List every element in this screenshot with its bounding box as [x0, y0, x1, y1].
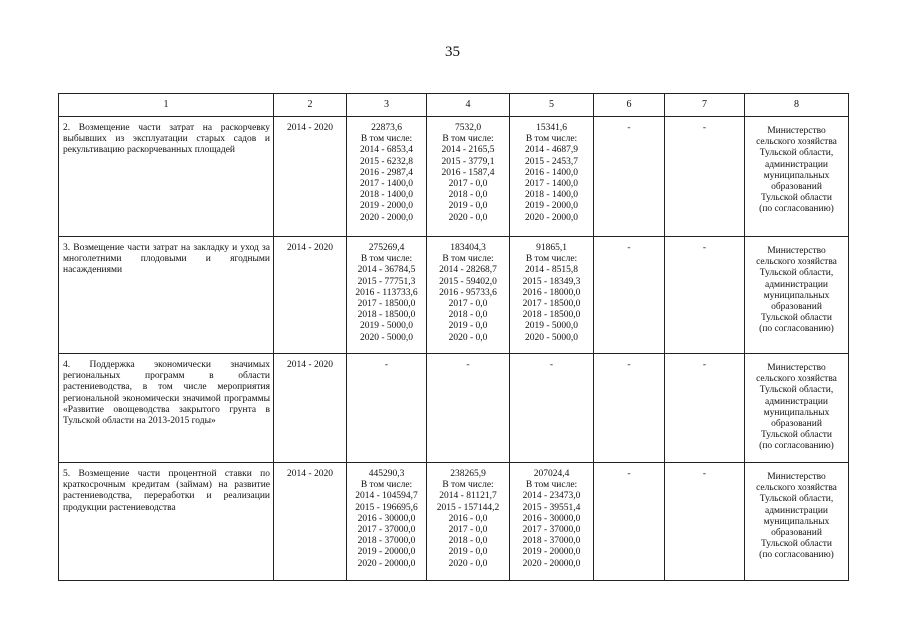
funding-line: 2020 - 5000,0 — [359, 332, 414, 343]
funding-line: 2018 - 1400,0 — [359, 190, 414, 201]
executor-line: сельского хозяйства — [756, 374, 837, 385]
funding-total — [347, 237, 427, 354]
funding-other: - — [665, 237, 745, 354]
funding-line: 2017 - 0,0 — [448, 525, 488, 536]
funding-line: 22873,6 — [371, 123, 402, 133]
funding-line: 2018 - 18500,0 — [357, 310, 416, 321]
measure-period: 2014 - 2020 — [274, 354, 347, 463]
funding-regional — [510, 117, 594, 237]
funding-local: - — [594, 354, 665, 463]
funding-line: В том числе: — [442, 480, 494, 491]
funding-line: 2016 - 113733,6 — [355, 287, 418, 298]
funding-federal — [427, 354, 510, 463]
funding-line: 2019 - 0,0 — [448, 201, 488, 212]
column-header: 5 — [510, 94, 594, 117]
funding-line: 2016 - 30000,0 — [357, 513, 416, 524]
funding-line: 2016 - 0,0 — [448, 513, 488, 524]
funding-line: В том числе: — [442, 254, 494, 265]
executor-line: (по согласованию) — [759, 550, 834, 561]
funding-line: 2017 - 37000,0 — [522, 525, 581, 536]
funding-total — [347, 117, 427, 237]
funding-line: 2014 - 2165,5 — [441, 145, 495, 156]
funding-line: 2020 - 2000,0 — [359, 212, 414, 223]
funding-line: 207024,4 — [533, 469, 570, 479]
funding-line: 2019 - 2000,0 — [359, 201, 414, 212]
funding-federal — [427, 117, 510, 237]
funding-line: 2018 - 1400,0 — [524, 190, 579, 201]
funding-line: 2018 - 0,0 — [448, 310, 488, 321]
table-row — [59, 463, 849, 581]
funding-federal — [427, 237, 510, 354]
column-header: 4 — [427, 94, 510, 117]
funding-line: 2017 - 37000,0 — [357, 525, 416, 536]
funding-line: 2019 - 5000,0 — [359, 321, 414, 332]
funding-line: 2015 - 6232,8 — [359, 156, 414, 167]
funding-line: В том числе: — [525, 480, 578, 491]
executor-line: Министерство — [767, 363, 826, 373]
executor — [745, 237, 849, 354]
executor — [745, 354, 849, 463]
funding-line: 2020 - 20000,0 — [522, 558, 581, 569]
column-header: 6 — [594, 94, 665, 117]
executor-line: Министерство — [767, 246, 826, 256]
funding-line: 2017 - 18500,0 — [357, 299, 416, 310]
funding-line: 2020 - 5000,0 — [524, 332, 579, 343]
executor — [745, 463, 849, 581]
funding-line: 2015 - 18349,3 — [522, 276, 581, 287]
executor-line: Тульской области, — [759, 148, 834, 159]
funding-line: 2020 - 2000,0 — [524, 212, 579, 223]
executor-line: администрации — [764, 279, 829, 290]
executor-line: образований — [771, 419, 822, 430]
table-header-row — [59, 94, 849, 117]
executor-line: Тульской области — [760, 539, 833, 550]
funding-federal — [427, 463, 510, 581]
executor-line: (по согласованию) — [759, 441, 834, 452]
funding-line: 2018 - 0,0 — [448, 536, 488, 547]
funding-regional — [510, 354, 594, 463]
executor-line: Тульской области — [760, 430, 833, 441]
funding-other: - — [665, 117, 745, 237]
executor-line: образований — [771, 302, 822, 313]
executor-line: (по согласованию) — [759, 324, 834, 335]
funding-line: 2019 - 20000,0 — [357, 547, 416, 558]
funding-line: 2017 - 1400,0 — [524, 179, 579, 190]
measure-period: 2014 - 2020 — [274, 117, 347, 237]
measure-description: 4. Поддержка экономически значимых региональных программ в области растениеводства, в том числе мероприятия региональной экономически значимой программы «Развитие овощеводства закрытого грунта в Тульской области на 2013-2015 годы» — [59, 354, 274, 463]
funding-line: 2020 - 0,0 — [448, 558, 488, 569]
funding-line: - — [549, 360, 554, 370]
funding-line: 183404,3 — [450, 243, 486, 253]
funding-line: 2016 - 18000,0 — [522, 287, 581, 298]
funding-line: 2015 - 39551,4 — [522, 502, 581, 513]
executor-line: сельского хозяйства — [756, 137, 837, 148]
funding-line: 2019 - 0,0 — [448, 321, 488, 332]
funding-line: 2014 - 81121,7 — [439, 491, 497, 502]
funding-line: 2017 - 0,0 — [448, 299, 488, 310]
table-row — [59, 354, 849, 463]
funding-line: - — [466, 360, 470, 370]
executor-line: Тульской области, — [759, 385, 834, 396]
measure-description: 3. Возмещение части затрат на закладку и уход за многолетними плодовыми и ягодными насаждениями — [59, 237, 274, 354]
executor-line: Тульской области, — [759, 494, 834, 505]
executor-line: администрации — [764, 159, 829, 170]
funding-line: В том числе: — [360, 134, 413, 145]
funding-line: 2016 - 30000,0 — [522, 513, 581, 524]
funding-line: 2019 - 5000,0 — [524, 321, 579, 332]
column-header: 7 — [665, 94, 745, 117]
executor-line: Министерство — [767, 472, 826, 482]
funding-other: - — [665, 354, 745, 463]
executor-line: образований — [771, 528, 822, 539]
funding-line: 2019 - 2000,0 — [524, 201, 579, 212]
funding-line: 2016 - 1400,0 — [524, 167, 579, 178]
executor-line: администрации — [764, 396, 829, 407]
funding-line: 2014 - 6853,4 — [359, 145, 414, 156]
table-row — [59, 117, 849, 237]
funding-total — [347, 354, 427, 463]
column-header: 3 — [347, 94, 427, 117]
funding-line: В том числе: — [360, 480, 413, 491]
funding-line: 2015 - 3779,1 — [441, 156, 495, 167]
column-header: 8 — [745, 94, 849, 117]
funding-line: 2016 - 2987,4 — [359, 167, 414, 178]
funding-line: 2015 - 59402,0 — [439, 276, 497, 287]
funding-line: 2014 - 36784,5 — [357, 265, 416, 276]
page-number: 35 — [445, 44, 460, 60]
funding-line: 2019 - 0,0 — [448, 547, 488, 558]
executor-line: образований — [771, 182, 822, 193]
funding-line: 445290,3 — [368, 469, 405, 479]
measures-table — [58, 93, 849, 581]
funding-line: 2017 - 18500,0 — [522, 299, 581, 310]
executor-line: Тульской области, — [759, 268, 834, 279]
measure-description: 2. Возмещение части затрат на раскорчевку выбывших из эксплуатации старых садов и рекультивацию раскорчеванных площадей — [59, 117, 274, 237]
funding-line: 2015 - 77751,3 — [357, 276, 416, 287]
funding-line: - — [384, 360, 389, 370]
funding-line: 2014 - 23473,0 — [522, 491, 581, 502]
funding-local: - — [594, 463, 665, 581]
funding-line: 2020 - 20000,0 — [357, 558, 416, 569]
column-header: 2 — [274, 94, 347, 117]
funding-regional — [510, 463, 594, 581]
funding-line: 2019 - 20000,0 — [522, 547, 581, 558]
executor-line: Тульской области — [760, 313, 833, 324]
funding-line: 2018 - 18500,0 — [522, 310, 581, 321]
table-row — [59, 237, 849, 354]
funding-other: - — [665, 463, 745, 581]
funding-line: В том числе: — [525, 254, 578, 265]
executor-line: муниципальных — [763, 516, 830, 527]
executor-line: сельского хозяйства — [756, 257, 837, 268]
funding-line: 2015 - 2453,7 — [524, 156, 579, 167]
executor-line: сельского хозяйства — [756, 483, 837, 494]
executor-line: администрации — [764, 505, 829, 516]
funding-line: 2014 - 4687,9 — [524, 145, 579, 156]
funding-line: В том числе: — [360, 254, 413, 265]
executor-line: Тульской области — [760, 193, 833, 204]
funding-regional — [510, 237, 594, 354]
funding-line: В том числе: — [525, 134, 578, 145]
funding-line: В том числе: — [442, 134, 494, 145]
funding-line: 2015 - 157144,2 — [436, 502, 500, 513]
measure-period: 2014 - 2020 — [274, 237, 347, 354]
funding-line: 2018 - 0,0 — [448, 190, 488, 201]
funding-line: 2018 - 37000,0 — [357, 536, 416, 547]
executor-line: муниципальных — [763, 170, 830, 181]
executor-line: муниципальных — [763, 407, 830, 418]
executor-line: Министерство — [767, 126, 826, 136]
column-header: 1 — [59, 94, 274, 117]
funding-line: 2014 - 28268,7 — [439, 265, 497, 276]
executor-line: муниципальных — [763, 290, 830, 301]
measure-period: 2014 - 2020 — [274, 463, 347, 581]
funding-line: 2016 - 1587,4 — [441, 167, 495, 178]
executor — [745, 117, 849, 237]
funding-line: 2017 - 1400,0 — [359, 179, 414, 190]
funding-line: 275269,4 — [368, 243, 405, 253]
funding-local: - — [594, 117, 665, 237]
funding-line: 2020 - 0,0 — [448, 332, 488, 343]
funding-local: - — [594, 237, 665, 354]
funding-line: 2018 - 37000,0 — [522, 536, 581, 547]
funding-line: 2016 - 95733,6 — [439, 287, 497, 298]
executor-line: (по согласованию) — [759, 204, 834, 215]
funding-total — [347, 463, 427, 581]
funding-line: 2014 - 104594,7 — [355, 491, 418, 502]
funding-line: 2020 - 0,0 — [448, 212, 488, 223]
measure-description: 5. Возмещение части процентной ставки по краткосрочным кредитам (займам) на развитие растениеводства, переработки и реализации продукции растениеводства — [59, 463, 274, 581]
funding-line: 91865,1 — [536, 243, 567, 253]
funding-line: 7532,0 — [454, 123, 482, 133]
funding-line: 2015 - 196695,6 — [355, 502, 418, 513]
funding-line: 2017 - 0,0 — [448, 179, 488, 190]
funding-line: 238265,9 — [450, 469, 486, 479]
funding-line: 15341,6 — [536, 123, 567, 133]
funding-line: 2014 - 8515,8 — [524, 265, 579, 276]
